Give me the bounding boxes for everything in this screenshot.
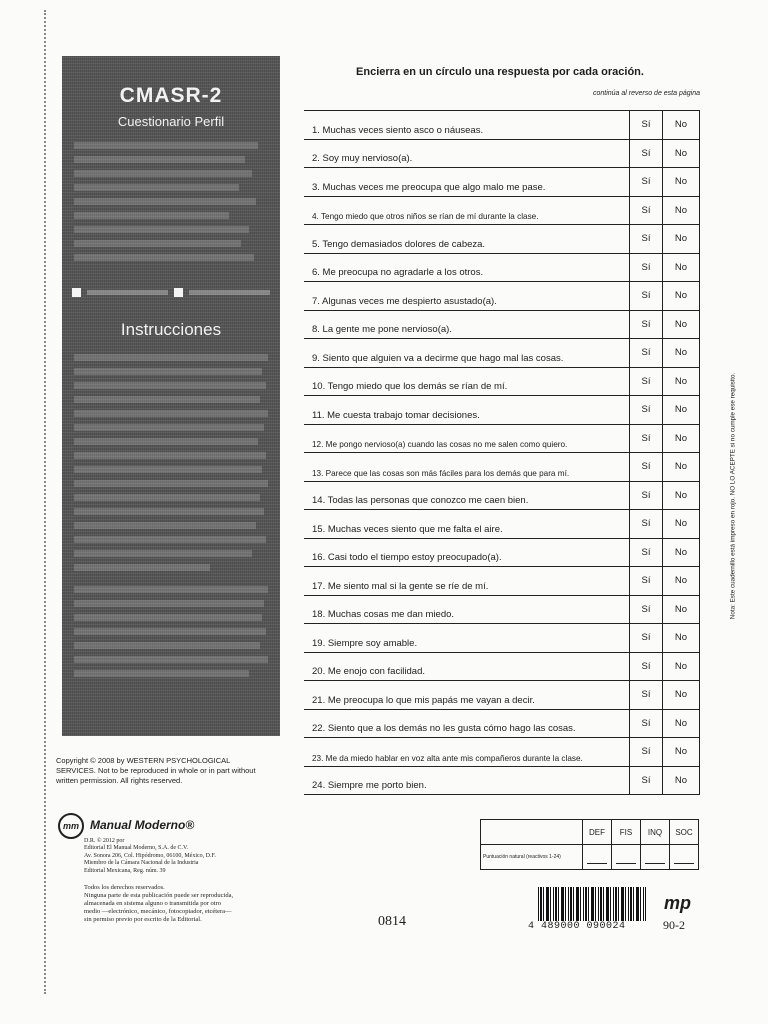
score-header-row (481, 820, 698, 845)
question-text: 23. Me da miedo hablar en voz alta ante mis compañeros durante la clase. (312, 753, 583, 763)
question-row (304, 738, 700, 767)
instructions-title: Encierra en un círculo una respuesta por cada oración. (356, 66, 644, 78)
answer-yes[interactable]: Sí (629, 396, 662, 424)
question-row (304, 368, 700, 397)
answer-yes[interactable]: Sí (629, 624, 662, 652)
answer-yes[interactable]: Sí (629, 282, 662, 310)
score-table (480, 819, 699, 870)
answer-no[interactable]: No (662, 453, 699, 481)
score-column-header: SOC (669, 820, 698, 844)
answer-yes[interactable]: Sí (629, 168, 662, 196)
answer-no[interactable]: No (662, 425, 699, 453)
question-row (304, 282, 700, 311)
answer-no[interactable]: No (662, 311, 699, 339)
answer-no[interactable]: No (662, 168, 699, 196)
question-row (304, 225, 700, 254)
answer-no[interactable]: No (662, 254, 699, 282)
question-row (304, 567, 700, 596)
side-note: Nota: Este cuadernillo está impreso en rojo. NO LO ACEPTE si no cumple ese requisito. (729, 372, 737, 620)
answer-no[interactable]: No (662, 510, 699, 538)
publisher-info (84, 838, 284, 875)
gender-checkboxes (72, 288, 270, 297)
question-row (304, 396, 700, 425)
faded-instructions-text-2 (74, 586, 268, 684)
answer-no[interactable]: No (662, 653, 699, 681)
answer-yes[interactable]: Sí (629, 510, 662, 538)
question-text: 15. Muchas veces siento que me falta el aire. (312, 523, 503, 535)
answer-yes[interactable]: Sí (629, 254, 662, 282)
answer-yes[interactable]: Sí (629, 482, 662, 510)
question-text: 22. Siento que a los demás no les gusta cómo hago las cosas. (312, 723, 576, 734)
question-text: 1. Muchas veces siento asco o náuseas. (312, 124, 484, 136)
answer-no[interactable]: No (662, 767, 699, 795)
answer-no[interactable]: No (662, 624, 699, 652)
instructions-heading: Instrucciones (120, 320, 222, 339)
answer-no[interactable]: No (662, 738, 699, 766)
checkbox (72, 288, 81, 297)
answer-yes[interactable]: Sí (629, 738, 662, 766)
publisher-info-line: Editorial Mexicana, Reg. núm. 39 (84, 867, 166, 874)
answer-yes[interactable]: Sí (629, 539, 662, 567)
rights-line: almacenada en sistema alguno o transmitida por otro (84, 900, 221, 907)
answer-no[interactable]: No (662, 339, 699, 367)
question-text: 16. Casi todo el tiempo estoy preocupado(a). (312, 552, 502, 563)
question-row (304, 111, 700, 140)
question-text: 12. Me pongo nervioso(a) cuando las cosas no me salen como quiero. (312, 440, 568, 449)
checkbox (174, 288, 183, 297)
question-text: 2. Soy muy nervioso(a). (312, 153, 413, 164)
question-text: 5. Tengo demasiados dolores de cabeza. (312, 238, 486, 250)
question-row (304, 339, 700, 368)
question-text: 7. Algunas veces me despierto asustado(a). (312, 295, 497, 307)
answer-yes[interactable]: Sí (629, 453, 662, 481)
question-row (304, 482, 700, 511)
answer-yes[interactable]: Sí (629, 710, 662, 738)
answer-no[interactable]: No (662, 596, 699, 624)
publisher-info-line: Miembro de la Cámara Nacional de la Industria (84, 860, 199, 867)
answer-no[interactable]: No (662, 368, 699, 396)
answer-yes[interactable]: Sí (629, 425, 662, 453)
score-column-header: DEF (582, 820, 611, 844)
question-text: 14. Todas las personas que conozco me caen bien. (312, 495, 529, 506)
question-text: 19. Siempre soy amable. (312, 637, 418, 649)
manual-moderno-logo-icon: mm (58, 813, 84, 839)
answer-yes[interactable]: Sí (629, 368, 662, 396)
question-row (304, 653, 700, 682)
score-row-label: Puntuación natural (reactivos 1-24) (483, 854, 561, 860)
answer-no[interactable]: No (662, 197, 699, 225)
question-row (304, 168, 700, 197)
question-row (304, 140, 700, 169)
answer-yes[interactable]: Sí (629, 225, 662, 253)
rights-notice (84, 884, 304, 924)
question-table (304, 110, 700, 795)
question-row (304, 624, 700, 653)
barcode-icon (538, 887, 646, 921)
rights-line: medio —electrónico, mecánico, fotocopiador, etcétera— (84, 908, 232, 915)
question-row (304, 197, 700, 226)
answer-no[interactable]: No (662, 710, 699, 738)
question-text: 24. Siempre me porto bien. (312, 780, 427, 791)
question-text: 8. La gente me pone nervioso(a). (312, 324, 452, 335)
publisher-info-line: D.R. © 2012 por (84, 838, 125, 844)
score-column-header: FIS (611, 820, 640, 844)
score-cell[interactable] (582, 845, 611, 869)
rights-line: Ninguna parte de esta publicación puede ser reproducida, (84, 892, 234, 899)
answer-yes[interactable]: Sí (629, 111, 662, 139)
answer-yes[interactable]: Sí (629, 653, 662, 681)
answer-no[interactable]: No (662, 539, 699, 567)
question-text: 3. Muchas veces me preocupa que algo malo me pase. (312, 181, 546, 193)
question-row (304, 539, 700, 568)
copyright-notice: Copyright © 2008 by WESTERN PSYCHOLOGICAL SERVICES. Not to be reproduced in whole or in part without written permission. All rights reserved. (56, 756, 256, 785)
score-column-header: INQ (640, 820, 669, 844)
question-row (304, 425, 700, 454)
question-row (304, 767, 700, 796)
question-text: 4. Tengo miedo que otros niños se rían de mí durante la clase. (312, 212, 539, 221)
answer-no[interactable]: No (662, 567, 699, 595)
faded-instructions-text (74, 354, 268, 578)
question-text: 11. Me cuesta trabajo tomar decisiones. (312, 409, 480, 421)
rights-line: sin permiso previo por escrito de la Editorial. (84, 916, 202, 923)
question-text: 6. Me preocupa no agradarle a los otros. (312, 267, 484, 278)
score-cell[interactable] (640, 845, 669, 869)
question-text: 21. Me preocupa lo que mis papás me vayan a decir. (312, 694, 535, 706)
continue-note: continúa al reverso de esta página (592, 90, 700, 97)
panel-title: CMASR-2 (119, 84, 223, 107)
panel-subtitle: Cuestionario Perfil (117, 114, 225, 129)
form-code: 0814 (378, 914, 406, 929)
score-cell[interactable] (669, 845, 698, 869)
answer-no[interactable]: No (662, 482, 699, 510)
score-cell[interactable] (611, 845, 640, 869)
product-code: 90-2 (663, 918, 685, 932)
question-row (304, 596, 700, 625)
perforation-line (44, 10, 46, 994)
publisher-info-line: Editorial El Manual Moderno, S.A. de C.V. (84, 845, 189, 852)
answer-yes[interactable]: Sí (629, 197, 662, 225)
answer-no[interactable]: No (662, 396, 699, 424)
faded-form-fields (74, 142, 268, 268)
question-text: 17. Me siento mal si la gente se ríe de mí. (312, 580, 489, 592)
question-text: 10. Tengo miedo que los demás se rían de mí. (312, 381, 508, 392)
rights-line: Todos los derechos reservados. (84, 884, 165, 891)
question-text: 13. Parece que las cosas son más fáciles para los demás que para mí. (312, 468, 570, 478)
answer-yes[interactable]: Sí (629, 567, 662, 595)
answer-no[interactable]: No (662, 111, 699, 139)
publisher-info-line: Av. Sonora 206, Col. Hipódromo, 06100, México, D.F. (84, 852, 216, 859)
question-row (304, 681, 700, 710)
answer-no[interactable]: No (662, 140, 699, 168)
question-row (304, 710, 700, 739)
answer-yes[interactable]: Sí (629, 596, 662, 624)
answer-no[interactable]: No (662, 282, 699, 310)
answer-no[interactable]: No (662, 681, 699, 709)
answer-yes[interactable]: Sí (629, 339, 662, 367)
score-row (481, 845, 698, 869)
cover-panel (62, 56, 280, 736)
question-row (304, 510, 700, 539)
product-mark: mp (664, 893, 691, 913)
barcode-number: 4 489000 090024 (528, 921, 626, 932)
question-row (304, 311, 700, 340)
question-text: 20. Me enojo con facilidad. (312, 666, 426, 677)
publisher-name: Manual Moderno® (90, 818, 195, 832)
answer-yes[interactable]: Sí (629, 681, 662, 709)
answer-yes[interactable]: Sí (629, 311, 662, 339)
answer-no[interactable]: No (662, 225, 699, 253)
question-text: 18. Muchas cosas me dan miedo. (312, 609, 455, 620)
question-text: 9. Siento que alguien va a decirme que hago mal las cosas. (312, 352, 564, 364)
question-row (304, 453, 700, 482)
answer-yes[interactable]: Sí (629, 767, 662, 795)
answer-yes[interactable]: Sí (629, 140, 662, 168)
question-row (304, 254, 700, 283)
